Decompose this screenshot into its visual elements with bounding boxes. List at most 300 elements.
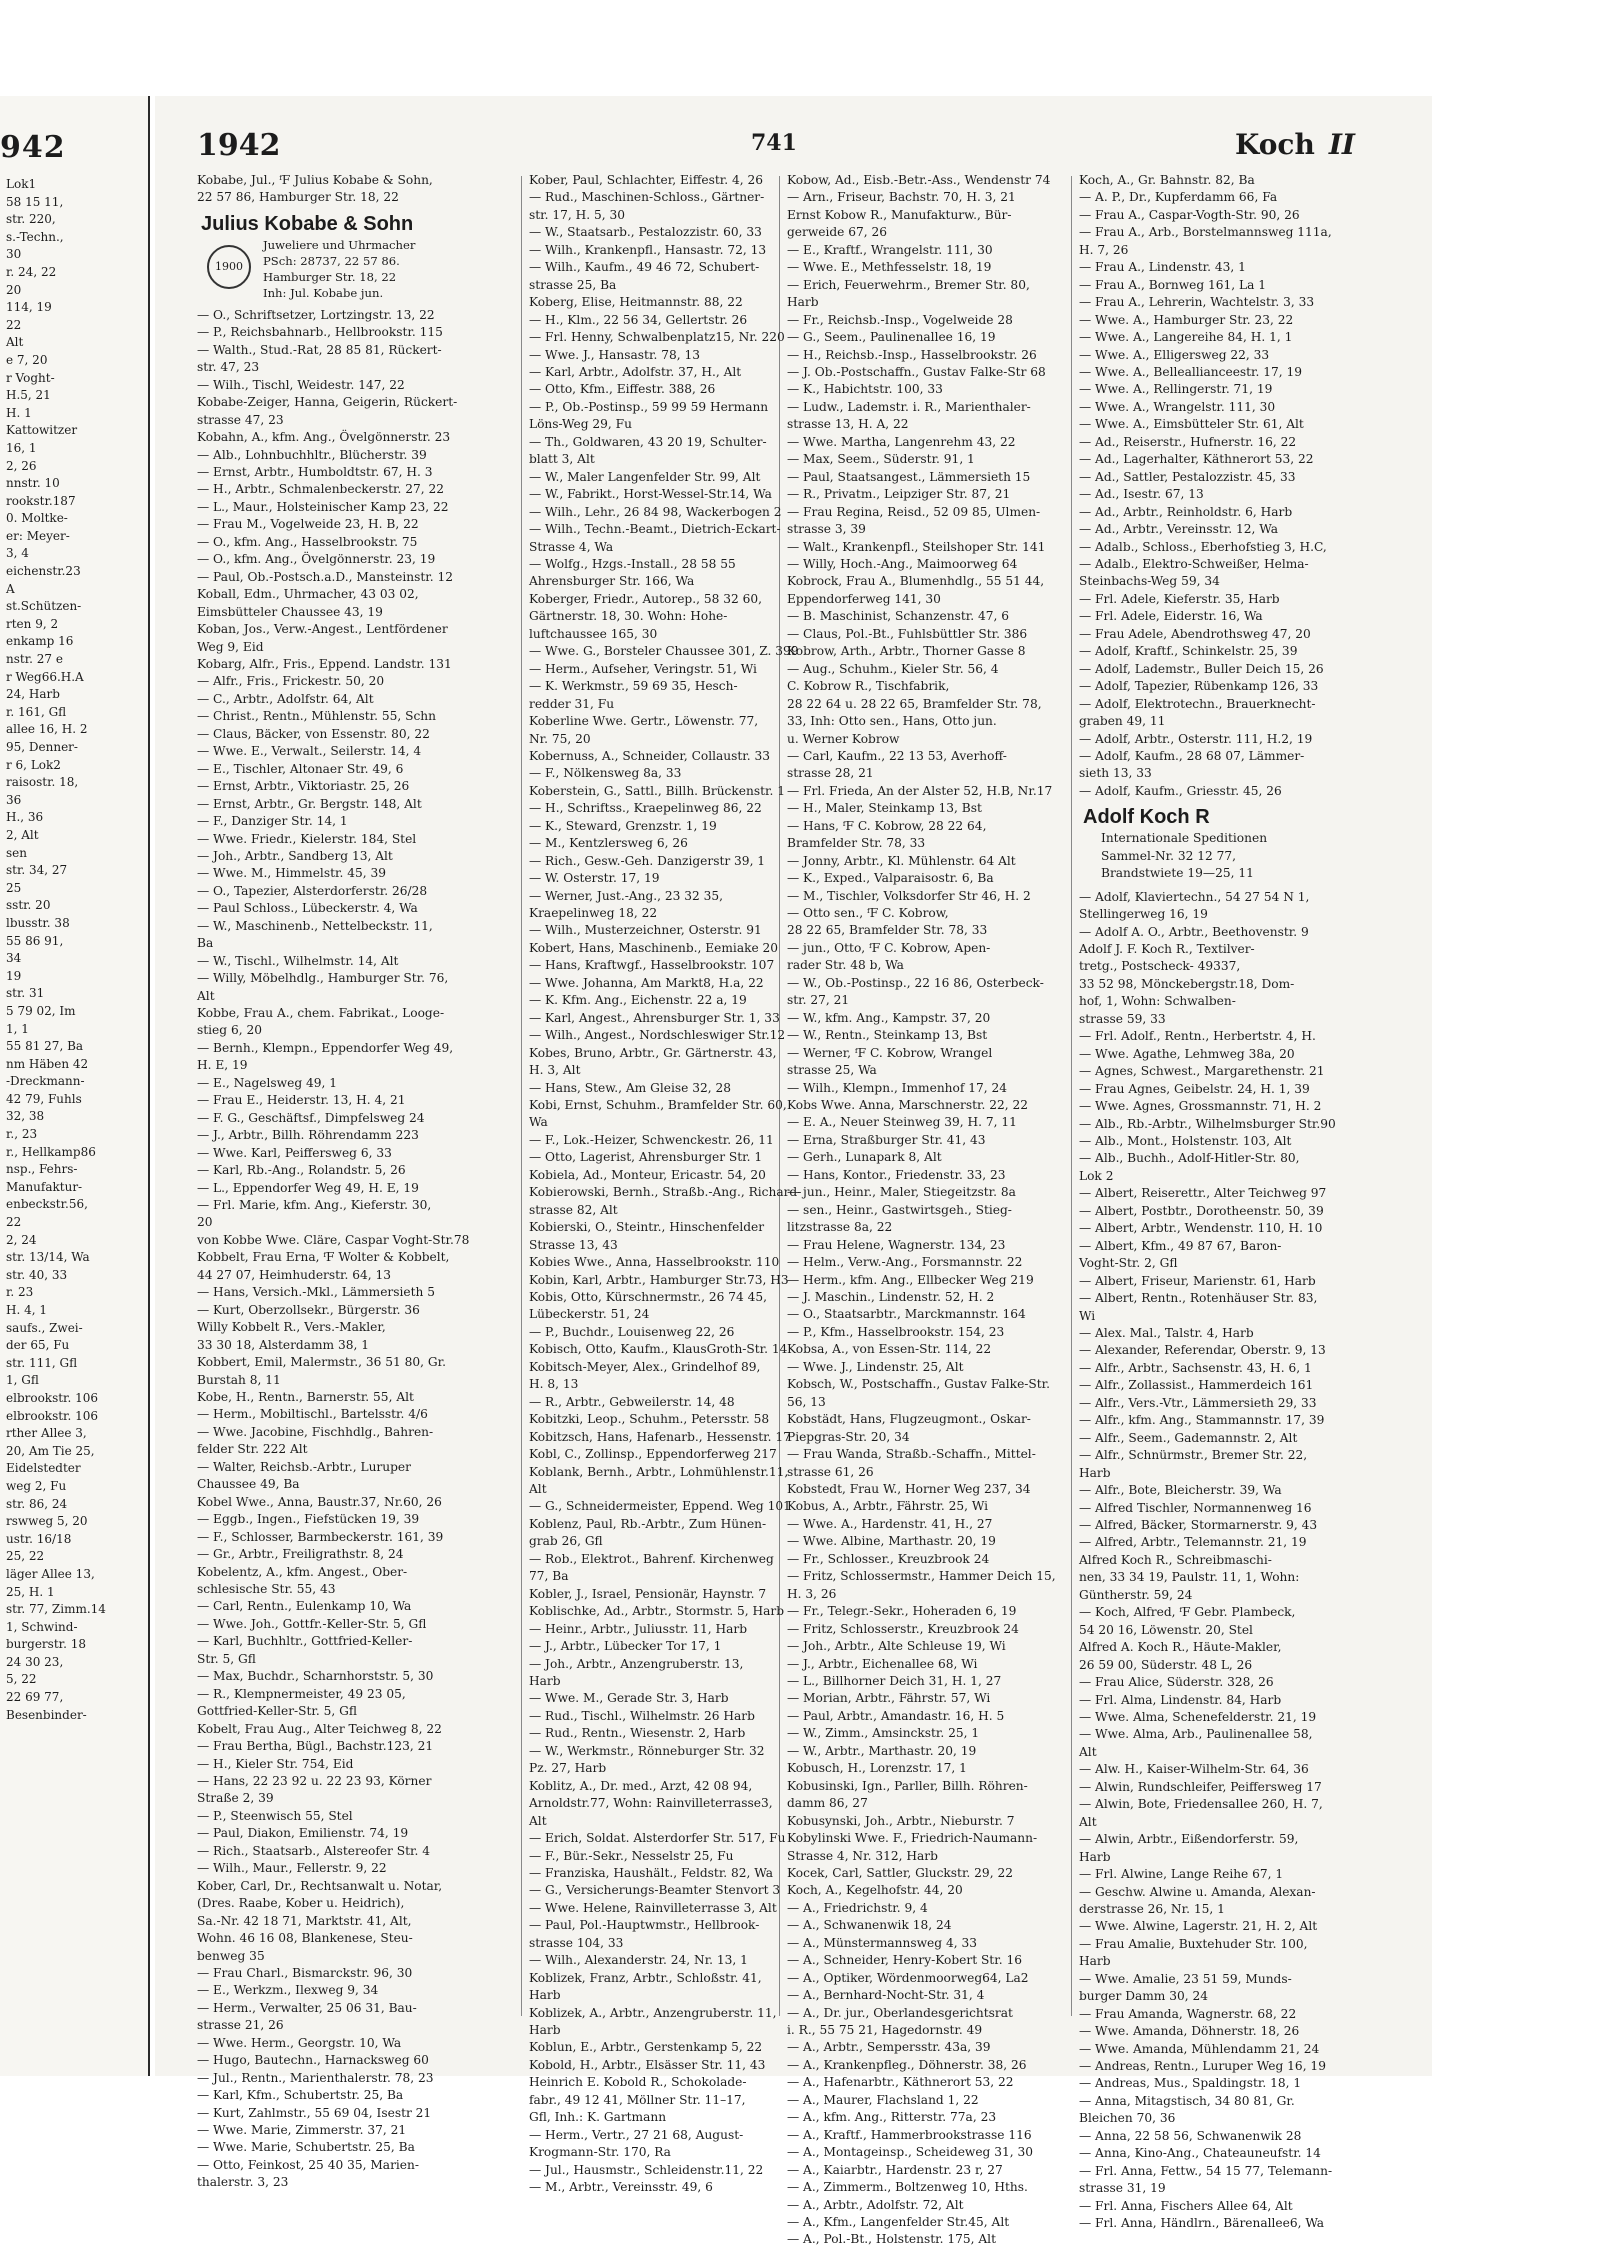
directory-entry: Kobert, Hans, Maschinenb., Eemiake 20	[529, 940, 779, 955]
directory-entry: burger Damm 30, 24	[1079, 1989, 1208, 2004]
directory-entry: Kobel Wwe., Anna, Baustr.37, Nr.60, 26	[197, 1494, 442, 1509]
directory-entry: — Max, Buchdr., Scharnhorststr. 5, 30	[197, 1669, 434, 1684]
directory-entry: Ba	[197, 936, 214, 951]
text-line: H., 36	[6, 810, 44, 825]
directory-entry: str. 17, H. 5, 30	[529, 207, 626, 222]
directory-entry: — Adalb., Schloss., Eberhofstieg 3, H.C,	[1079, 539, 1327, 554]
directory-entry: — Joh., Arbtr., Sandberg 13, Alt	[197, 848, 393, 863]
header-roman-numeral: II	[1328, 128, 1356, 161]
directory-entry: — A., Bernhard-Nocht-Str. 31, 4	[787, 1988, 985, 2003]
directory-entry: — Frau Alice, Süderstr. 328, 26	[1079, 1675, 1274, 1690]
text-line: 114, 19	[6, 300, 52, 315]
directory-entry: — Willy, Möbelhdlg., Hamburger Str. 76,	[197, 971, 449, 986]
directory-entry: — Wwe. Amanda, Döhnerstr. 18, 26	[1079, 2024, 1300, 2039]
directory-entry: Kobi, Ernst, Schuhm., Bramfelder Str. 60,	[529, 1098, 787, 1113]
directory-entry: — M., Kentzlersweg 6, 26	[529, 836, 688, 851]
directory-entry: — Frl. Henny, Schwalbenplatz15, Nr. 220	[529, 330, 785, 345]
text-line: rookstr.187	[6, 493, 76, 508]
text-line: rther Allee 3,	[6, 1426, 87, 1441]
directory-entry: 54 20 16, Löwenstr. 20, Stel	[1079, 1622, 1253, 1637]
directory-entry: — Erich, Soldat. Alsterdorfer Str. 517, Fu	[529, 1831, 786, 1846]
directory-entry: Harb	[529, 1673, 561, 1688]
directory-entry: — Hans, Kontor., Friedenstr. 33, 23	[787, 1167, 1006, 1182]
directory-entry: Kobisch, Otto, Kaufm., KlausGroth-Str. 14	[529, 1342, 788, 1357]
directory-entry: Kober, Paul, Schlachter, Eiffestr. 4, 26	[529, 173, 764, 187]
directory-entry: — P., Reichsbahnarb., Hellbrookstr. 115	[197, 325, 443, 340]
directory-entry: Kobies Wwe., Anna, Hasselbrookstr. 110	[529, 1255, 780, 1270]
text-line: str. 31	[6, 986, 45, 1001]
directory-entry: — Erna, Straßburger Str. 41, 43	[787, 1132, 986, 1147]
text-line: rswweg 5, 20	[6, 1514, 88, 1529]
directory-entry: — O., kfm. Ang., Hasselbrookstr. 75	[197, 534, 418, 549]
directory-entry: Kobierski, O., Steintr., Hinschenfelder	[529, 1220, 765, 1235]
directory-entry: — H., Maler, Steinkamp 13, Bst	[787, 801, 982, 816]
directory-entry: — Arn., Friseur, Bachstr. 70, H. 3, 21	[787, 190, 1016, 205]
directory-entry: — Alb., Mont., Holstenstr. 103, Alt	[1079, 1134, 1292, 1149]
directory-entry: — M., Arbtr., Vereinsstr. 49, 6	[529, 2180, 713, 2195]
directory-entry: — Frau A., Lehrerin, Wachtelstr. 3, 33	[1079, 295, 1315, 310]
text-line: läger Allee 13,	[6, 1566, 95, 1581]
directory-entry: — Herm., Aufseher, Veringstr. 51, Wi	[529, 661, 757, 676]
directory-entry: — Frau A., Bornweg 161, La 1	[1079, 277, 1267, 292]
directory-entry: Chaussee 49, Ba	[197, 1477, 300, 1492]
directory-entry: — Karl, Buchhltr., Gottfried-Keller-	[197, 1634, 413, 1649]
text-line: 5, 22	[6, 1672, 37, 1687]
directory-entry: Kobl, C., Zollinsp., Eppendorferweg 217	[529, 1447, 777, 1462]
directory-entry: Koball, Edm., Uhrmacher, 43 03 02,	[197, 587, 419, 602]
directory-entry: — Wwe. Joh., Gottfr.-Keller-Str. 5, Gfl	[197, 1616, 427, 1631]
directory-entry: — O., Tapezier, Alsterdorferstr. 26/28	[197, 883, 428, 898]
directory-entry: — Alfr., Bote, Bleicherstr. 39, Wa	[1079, 1483, 1282, 1498]
directory-entry: Gärtnerstr. 18, 30. Wohn: Hohe-	[529, 609, 728, 624]
directory-entry: Strasse 4, Nr. 312, Harb	[787, 1848, 938, 1863]
column-rule	[521, 176, 522, 2016]
directory-entry: — Albert, Kfm., 49 87 67, Baron-	[1079, 1238, 1282, 1253]
directory-entry: Kobabe, Jul., ᶠF Julius Kobabe & Sohn,	[197, 173, 433, 187]
text-line: 95, Denner-	[6, 740, 78, 754]
column-4	[1079, 172, 1404, 2231]
directory-entry: — Frau A., Arb., Borstelmannsweg 111a,	[1079, 225, 1332, 240]
directory-entry: — Fr., Reichsb.-Insp., Vogelweide 28	[787, 312, 1013, 327]
directory-entry: — K. Kfm. Ang., Eichenstr. 22 a, 19	[529, 993, 747, 1008]
directory-entry: — Wwe. M., Gerade Str. 3, Harb	[529, 1691, 729, 1706]
directory-entry: — A., Arbtr., Adolfstr. 72, Alt	[787, 2197, 964, 2212]
text-line: eichenstr.23	[6, 564, 81, 579]
text-line: 1, Schwind-	[6, 1619, 78, 1634]
text-line: str. 77, Zimm.14	[6, 1602, 106, 1617]
directory-entry: — Paul Schloss., Lübeckerstr. 4, Wa	[197, 901, 418, 916]
directory-entry: — Wilh., Angest., Nordschleswiger Str.12	[529, 1028, 786, 1043]
directory-entry: 77, Ba	[529, 1569, 569, 1584]
directory-entry: — Fritz, Schlossermstr., Hammer Deich 15,	[787, 1569, 1056, 1584]
directory-entry: schlesische Str. 55, 43	[197, 1581, 336, 1596]
column-1-top-entries	[197, 172, 515, 207]
directory-entry: Kobbe, Frau A., chem. Fabrikat., Looge-	[197, 1006, 445, 1021]
header-name: Koch	[1235, 128, 1315, 161]
directory-entry: — Adalb., Elektro-Schweißer, Helma-	[1079, 556, 1309, 571]
directory-entry: — Wwe. E., Methfesselstr. 18, 19	[787, 260, 992, 275]
ad-line: Inh: Jul. Kobabe jun.	[263, 285, 384, 300]
directory-entry: — Th., Goldwaren, 43 20 19, Schulter-	[529, 434, 767, 449]
directory-entry: H. 7, 26	[1079, 242, 1129, 257]
ad-line: Sammel-Nr. 32 12 77,	[1101, 848, 1237, 863]
directory-entry: — Rich., Staatsarb., Alstereofer Str. 4	[197, 1843, 430, 1858]
text-line: enbeckstr.56,	[6, 1197, 88, 1212]
directory-entry: Alt	[1079, 1744, 1097, 1759]
directory-entry: — Albert, Postbtr., Dorotheenstr. 50, 39	[1079, 1203, 1324, 1218]
directory-entry: — Kurt, Oberzollsekr., Bürgerstr. 36	[197, 1302, 420, 1317]
directory-entry: — Carl, Rentn., Eulenkamp 10, Wa	[197, 1599, 412, 1614]
directory-entry: — Frau M., Vogelweide 23, H. B, 22	[197, 517, 419, 532]
directory-entry: — Herm., Mobiltischl., Bartelsstr. 4/6	[197, 1407, 428, 1422]
directory-entry: — Alb., Buchh., Adolf-Hitler-Str. 80,	[1079, 1151, 1300, 1166]
directory-entry: 26 59 00, Süderstr. 48 L, 26	[1079, 1657, 1253, 1672]
directory-entry: — Hans, Kraftwgf., Hasselbrookstr. 107	[529, 958, 775, 973]
directory-entry: Kobbelt, Frau Erna, ᶠF Wolter & Kobbelt,	[197, 1250, 450, 1265]
directory-entry: gerweide 67, 26	[787, 225, 888, 240]
directory-entry: — R., Klempnermeister, 49 23 05,	[197, 1686, 406, 1701]
directory-entry: 56, 13	[787, 1394, 826, 1409]
directory-entry: Kobrow, Arth., Arbtr., Thorner Gasse 8	[787, 644, 1026, 659]
directory-entry: — Koch, Alfred, ᶠF Gebr. Plambeck,	[1079, 1605, 1296, 1620]
directory-entry: — A. P., Dr., Kupferdamm 66, Fa	[1079, 190, 1278, 205]
column-4-entries	[1079, 889, 1404, 2233]
directory-entry: — H., Kieler Str. 754, Eid	[197, 1756, 354, 1771]
directory-entry: — Alexander, Referendar, Oberstr. 9, 13	[1079, 1343, 1326, 1358]
directory-entry: — Anna, Mitagstisch, 34 80 81, Gr.	[1079, 2093, 1295, 2108]
directory-entry: Willy Kobbelt R., Vers.-Makler,	[197, 1320, 386, 1335]
directory-entry: — M., Tischler, Volksdorfer Str 46, H. 2	[787, 888, 1031, 903]
directory-entry: — Werner, Just.-Ang., 23 32 35,	[529, 888, 724, 903]
directory-entry: — Adolf, Lademstr., Buller Deich 15, 26	[1079, 661, 1324, 676]
column-3	[787, 172, 1105, 2247]
directory-entry: — Frau E., Heiderstr. 13, H. 4, 21	[197, 1093, 406, 1108]
directory-entry: — Anna, Kino-Ang., Chateauneufstr. 14	[1079, 2146, 1321, 2161]
directory-entry: Kobes, Bruno, Arbtr., Gr. Gärtnerstr. 43,	[529, 1045, 777, 1060]
directory-entry: Kobitsch-Meyer, Alex., Grindelhof 89,	[529, 1359, 761, 1374]
directory-entry: Kobabe-Zeiger, Hanna, Geigerin, Rückert-	[197, 395, 458, 410]
directory-entry: — A., Arbtr., Sempersstr. 43a, 39	[787, 2040, 991, 2055]
directory-entry: — F. G., Geschäftsf., Dimpfelsweg 24	[197, 1110, 425, 1125]
directory-entry: — Frl. Alma, Lindenstr. 84, Harb	[1079, 1692, 1282, 1707]
directory-entry: — Frau Amanda, Wagnerstr. 68, 22	[1079, 2006, 1297, 2021]
text-line: allee 16, H. 2	[6, 722, 88, 737]
directory-entry: — Albert, Arbtr., Wendenstr. 110, H. 10	[1079, 1221, 1323, 1236]
directory-entry: — Karl, Kfm., Schubertstr. 25, Ba	[197, 2088, 404, 2103]
directory-entry: — Ad., Reiserstr., Hufnerstr. 16, 22	[1079, 434, 1297, 449]
column-1	[197, 172, 515, 2190]
directory-entry: — Wwe. A., Eimsbütteler Str. 61, Alt	[1079, 417, 1304, 432]
text-line: H.5, 21	[6, 388, 51, 403]
directory-entry: — Wwe. Alwine, Lagerstr. 21, H. 2, Alt	[1079, 1919, 1318, 1934]
directory-entry: — Adolf, Klaviertechn., 54 27 54 N 1,	[1079, 889, 1310, 904]
directory-entry: — K., Exped., Valparaisostr. 6, Ba	[787, 871, 994, 886]
directory-entry: Kobarg, Alfr., Fris., Eppend. Landstr. 131	[197, 656, 452, 671]
directory-entry: — Wwe. A., Belleallianceestr. 17, 19	[1079, 364, 1303, 379]
text-line: r., 23	[6, 1127, 38, 1142]
directory-entry: Krogmann-Str. 170, Ra	[529, 2145, 671, 2160]
directory-entry: Kobitzki, Leop., Schuhm., Petersstr. 58	[529, 1412, 770, 1427]
directory-entry: — Ad., Lagerhalter, Käthnerort 53, 22	[1079, 452, 1314, 467]
directory-entry: — F., Nölkensweg 8a, 33	[529, 766, 682, 781]
directory-entry: Kober, Carl, Dr., Rechtsanwalt u. Notar,	[197, 1878, 443, 1893]
ad-line: Hamburger Str. 18, 22	[263, 269, 397, 284]
directory-entry: 33 52 98, Mönckebergstr.18, Dom-	[1079, 976, 1295, 991]
text-line: r. 23	[6, 1285, 34, 1300]
directory-entry: — W., Rentn., Steinkamp 13, Bst	[787, 1028, 988, 1043]
text-line: 3, 4	[6, 546, 29, 561]
directory-entry: Alt	[529, 1813, 547, 1828]
directory-entry: — A., kfm. Ang., Ritterstr. 77a, 23	[787, 2110, 997, 2125]
directory-entry: — K. Werkmstr., 59 69 35, Hesch-	[529, 679, 738, 694]
directory-entry: — W., Fabrikt., Horst-Wessel-Str.14, Wa	[529, 487, 772, 502]
directory-entry: Koban, Jos., Verw.-Angest., Lentfördener	[197, 622, 448, 637]
header-running-name	[1235, 128, 1355, 161]
directory-entry: — Wwe. J., Hansastr. 78, 13	[529, 347, 700, 362]
directory-entry: — J. Ob.-Postschaffn., Gustav Falke-Str 68	[787, 364, 1046, 379]
directory-entry: — Ernst, Arbtr., Humboldtstr. 67, H. 3	[197, 464, 433, 479]
directory-entry: — Walth., Stud.-Rat, 28 85 81, Rückert-	[197, 342, 442, 357]
directory-entry: Bleichen 70, 36	[1079, 2111, 1176, 2126]
directory-entry: strasse 25, Wa	[787, 1063, 877, 1078]
ad-details	[201, 237, 515, 301]
text-line: sen	[6, 845, 27, 860]
directory-entry: Pz. 27, Harb	[529, 1761, 607, 1776]
text-line: enkamp 16	[6, 634, 74, 649]
directory-entry: Harb	[1079, 1954, 1111, 1969]
directory-entry: — O., Staatsarbtr., Marckmannstr. 164	[787, 1307, 1026, 1322]
directory-entry: — Adolf, Kaufm., 28 68 07, Lämmer-	[1079, 748, 1305, 763]
directory-entry: — Alfred Tischler, Normannenweg 16	[1079, 1500, 1312, 1515]
directory-entry: Kobelt, Frau Aug., Alter Teichweg 8, 22	[197, 1721, 442, 1736]
directory-entry: — Paul, Diakon, Emilienstr. 74, 19	[197, 1826, 409, 1841]
text-line: 58 15 11,	[6, 194, 64, 209]
directory-entry: — Gerh., Lunapark 8, Alt	[787, 1150, 942, 1165]
directory-entry: Bramfelder Str. 78, 33	[787, 836, 926, 851]
directory-entry: — P., Ob.-Postinsp., 59 99 59 Hermann	[529, 399, 769, 414]
directory-entry: — K., Steward, Grenzstr. 1, 19	[529, 818, 717, 833]
directory-entry: litzstrasse 8a, 22	[787, 1220, 893, 1235]
directory-entry: Alfred Koch R., Schreibmaschi-	[1079, 1552, 1272, 1567]
directory-entry: Harb	[787, 295, 819, 310]
directory-entry: — Hans, Stew., Am Gleise 32, 28	[529, 1080, 731, 1095]
directory-entry: Heinrich E. Kobold R., Schokolade-	[529, 2075, 747, 2090]
directory-entry: — Alb., Rb.-Arbtr., Wilhelmsburger Str.90	[1079, 1116, 1336, 1131]
directory-entry: — Wwe. E., Verwalt., Seilerstr. 14, 4	[197, 744, 422, 759]
text-line: r Weg66.H.A	[6, 669, 84, 684]
directory-entry: hof, 1, Wohn: Schwalben-	[1079, 994, 1236, 1009]
directory-entry: Arnoldstr.77, Wohn: Rainvilleterrasse3,	[529, 1796, 773, 1811]
directory-entry: — jun., Otto, ᶠF C. Kobrow, Apen-	[787, 940, 991, 955]
directory-entry: Kobold, H., Arbtr., Elsässer Str. 11, 43	[529, 2057, 766, 2072]
directory-entry: 28 22 65, Bramfelder Str. 78, 33	[787, 923, 988, 938]
directory-entry: — A., Maurer, Flachsland 1, 22	[787, 2092, 979, 2107]
directory-entry: Kobbert, Emil, Malermstr., 36 51 80, Gr.	[197, 1355, 447, 1370]
directory-entry: — Adolf, Kaufm., Griesstr. 45, 26	[1079, 783, 1282, 798]
directory-entry: — Kurt, Zahlmstr., 55 69 04, Isestr 21	[197, 2105, 432, 2120]
directory-entry: — Wwe. Albine, Marthastr. 20, 19	[787, 1534, 996, 1549]
text-line: weg 2, Fu	[6, 1478, 67, 1493]
directory-entry: — Ernst, Arbtr., Gr. Bergstr. 148, Alt	[197, 796, 422, 811]
directory-entry: — J., Arbtr., Billh. Röhrendamm 223	[197, 1128, 419, 1143]
directory-entry: — Gr., Arbtr., Freiligrathstr. 8, 24	[197, 1547, 404, 1562]
directory-entry: Koch, A., Kegelhofstr. 44, 20	[787, 1883, 963, 1898]
left-page-text	[6, 176, 148, 1724]
directory-entry: Koblizek, A., Arbtr., Anzengruberstr. 11,	[529, 2005, 777, 2020]
ad-firm-name: Adolf Koch R	[1083, 806, 1210, 829]
directory-entry: — Christ., Rentn., Mühlenstr. 55, Schn	[197, 709, 436, 724]
directory-entry: — G., Schneidermeister, Eppend. Weg 101	[529, 1499, 791, 1514]
text-line: Manufaktur-	[6, 1179, 83, 1194]
text-line: 2, Alt	[6, 827, 39, 842]
text-line: e 7, 20	[6, 352, 48, 367]
directory-entry: — F., Lok.-Heizer, Schwenckestr. 26, 11	[529, 1132, 774, 1147]
directory-entry: Kobahn, A., kfm. Ang., Övelgönnerstr. 23	[197, 430, 451, 445]
directory-entry: — E., Tischler, Altonaer Str. 49, 6	[197, 761, 404, 776]
directory-entry: Wi	[1079, 1308, 1096, 1323]
text-line: lbusstr. 38	[6, 915, 70, 930]
text-line: r. 161, Gfl	[6, 704, 67, 719]
directory-entry: — Wwe. A., Rellingerstr. 71, 19	[1079, 382, 1273, 397]
directory-entry: — W., kfm. Ang., Kampstr. 37, 20	[787, 1010, 991, 1025]
directory-entry: — Otto, Feinkost, 25 40 35, Marien-	[197, 2157, 419, 2172]
directory-entry: grab 26, Gfl	[529, 1534, 603, 1549]
directory-entry: — Ad., Arbtr., Reinholdstr. 6, Harb	[1079, 504, 1293, 519]
directory-entry: 20	[197, 1215, 213, 1230]
directory-entry: — J. Maschin., Lindenstr. 52, H. 2	[787, 1290, 995, 1304]
directory-entry: — Frau Helene, Wagnerstr. 134, 23	[787, 1237, 1006, 1252]
directory-entry: — Frau Agnes, Geibelstr. 24, H. 1, 39	[1079, 1081, 1310, 1096]
directory-entry: — Andreas, Rentn., Luruper Weg 16, 19	[1079, 2059, 1326, 2074]
directory-entry: — Ernst, Arbtr., Viktoriastr. 25, 26	[197, 779, 410, 794]
directory-entry: — Frl. Anna, Händlrn., Bärenallee6, Wa	[1079, 2216, 1325, 2231]
ad-line: Internationale Speditionen	[1101, 831, 1268, 846]
directory-entry: blatt 3, Alt	[529, 452, 595, 467]
directory-entry: 22 57 86, Hamburger Str. 18, 22	[197, 190, 399, 205]
left-page-fragment	[0, 96, 150, 2076]
directory-entry: — J., Arbtr., Lübecker Tor 17, 1	[529, 1639, 722, 1654]
directory-entry: — Albert, Reiserettr., Alter Teichweg 97	[1079, 1186, 1327, 1201]
directory-entry: — Frau Charl., Bismarckstr. 96, 30	[197, 1965, 413, 1980]
directory-entry: — R., Arbtr., Gebweilerstr. 14, 48	[529, 1394, 735, 1409]
directory-entry: — Wwe. A., Hardenstr. 41, H., 27	[787, 1516, 993, 1531]
directory-entry: Kobler, J., Israel, Pensionär, Haynstr. 7	[529, 1586, 767, 1601]
text-line: 1, Gfl	[6, 1373, 39, 1388]
text-line: rten 9, 2	[6, 616, 59, 631]
directory-entry: Gottfried-Keller-Str. 5, Gfl	[197, 1704, 358, 1719]
directory-entry: — W., Maschinenb., Nettelbeckstr. 11,	[197, 918, 433, 933]
column-3-entries	[787, 172, 1105, 2249]
text-line: nm Häben 42	[6, 1056, 89, 1071]
text-line: st.Schützen-	[6, 599, 82, 614]
directory-entry: — A., Montageinsp., Scheideweg 31, 30	[787, 2145, 1033, 2160]
directory-entry: strasse 31, 19	[1079, 2181, 1166, 2196]
directory-entry: Wa	[529, 1115, 548, 1130]
directory-entry: — Morian, Arbtr., Fährstr. 57, Wi	[787, 1691, 991, 1706]
text-line: s.-Techn.,	[6, 229, 64, 244]
directory-entry: Kobiela, Ad., Monteur, Ericastr. 54, 20	[529, 1167, 766, 1182]
directory-entry: Löns-Weg 29, Fu	[529, 417, 632, 432]
directory-entry: — Frau A., Lindenstr. 43, 1	[1079, 260, 1246, 275]
column-4-top-entries	[1079, 172, 1404, 800]
directory-entry: — Wilh., Tischl, Weidestr. 147, 22	[197, 377, 405, 392]
directory-entry: — Willy, Hoch.-Ang., Maimoorweg 64	[787, 556, 1018, 571]
directory-entry: Straße 2, 39	[197, 1791, 274, 1806]
directory-entry: Eppendorferweg 141, 30	[787, 591, 941, 606]
ad-line: Brandstwiete 19—25, 11	[1101, 866, 1254, 881]
directory-entry: — Wilh., Lehr., 26 84 98, Wackerbogen 2	[529, 504, 782, 519]
text-line: sstr. 20	[6, 898, 51, 913]
directory-entry: — Helm., Verw.-Ang., Forsmannstr. 22	[787, 1255, 1023, 1270]
directory-entry: — E., Werkzm., Ilexweg 9, 34	[197, 1983, 379, 1998]
text-line: 24, Harb	[6, 687, 60, 702]
directory-entry: — A., Dr. jur., Oberlandesgerichtsrat	[787, 2005, 1013, 2020]
text-line: str. 220,	[6, 212, 56, 227]
directory-entry: — Hans, Versich.-Mkl., Lämmersieth 5	[197, 1285, 435, 1300]
directory-entry: Alt	[197, 988, 215, 1003]
header-year: 1942	[197, 128, 281, 163]
directory-entry: — Frl. Marie, kfm. Ang., Kieferstr. 30,	[197, 1198, 432, 1213]
directory-entry: nen, 33 34 19, Paulstr. 11, 1, Wohn:	[1079, 1570, 1300, 1585]
directory-entry: — B. Maschinist, Schanzenstr. 47, 6	[787, 609, 1010, 624]
directory-entry: — Frl. Adolf., Rentn., Herbertstr. 4, H.	[1079, 1029, 1316, 1044]
directory-entry: — Frau Amalie, Buxtehuder Str. 100,	[1079, 1936, 1308, 1951]
directory-entry: — Eggb., Ingen., Fiefstücken 19, 39	[197, 1512, 420, 1527]
directory-entry: Steinbachs-Weg 59, 34	[1079, 574, 1220, 589]
directory-entry: Koblank, Bernh., Arbtr., Lohmühlenstr.11,	[529, 1464, 789, 1479]
directory-entry: Alt	[1079, 1814, 1097, 1829]
directory-entry: Lok 2	[1079, 1168, 1114, 1183]
directory-entry: — F., Danziger Str. 14, 1	[197, 814, 348, 829]
directory-entry: — E., Kraftf., Wrangelstr. 111, 30	[787, 242, 993, 257]
directory-entry: Kobrock, Frau A., Blumenhdlg., 55 51 44,	[787, 574, 1045, 589]
directory-entry: — W., Ob.-Postinsp., 22 16 86, Osterbeck-	[787, 975, 1044, 990]
directory-entry: — Erich, Feuerwehrm., Bremer Str. 80,	[787, 277, 1030, 292]
directory-page	[155, 96, 1432, 2247]
directory-entry: — Paul, Ob.-Postsch.a.D., Mansteinstr. 12	[197, 569, 453, 584]
directory-entry: — Adolf, Kraftf., Schinkelstr. 25, 39	[1079, 644, 1298, 659]
directory-entry: — Wilh., Krankenpfl., Hansastr. 72, 13	[529, 242, 767, 257]
directory-entry: strasse 61, 26	[787, 1464, 874, 1479]
directory-entry: — Werner, ᶠF C. Kobrow, Wrangel	[787, 1045, 993, 1060]
directory-entry: — Wilh., Maur., Fellerstr. 9, 22	[197, 1861, 387, 1876]
directory-entry: Kobusinski, Ign., Parller, Billh. Röhren-	[787, 1778, 1028, 1793]
directory-entry: — Jul., Hausmstr., Schleidenstr.11, 22	[529, 2162, 764, 2177]
directory-entry: — O., kfm. Ang., Övelgönnerstr. 23, 19	[197, 552, 436, 567]
directory-entry: Wohn. 46 16 08, Blankenese, Steu-	[197, 1931, 413, 1946]
directory-entry: — Wwe. Agathe, Lehmweg 38a, 20	[1079, 1046, 1295, 1061]
directory-entry: Koberger, Friedr., Autorep., 58 32 60,	[529, 591, 762, 606]
directory-entry: Eimsbütteler Chaussee 43, 19	[197, 604, 383, 619]
directory-entry: derstrasse 26, Nr. 15, 1	[1079, 1901, 1225, 1916]
directory-entry: — H., Klm., 22 56 34, Gellertstr. 26	[529, 312, 748, 327]
text-line: A	[6, 581, 15, 596]
directory-entry: — P., Steenwisch 55, Stel	[197, 1808, 353, 1823]
directory-entry: — A., Pol.-Bt., Holstenstr. 175, Alt	[787, 2232, 996, 2247]
directory-entry: — Alwin, Arbtr., Eißendorferstr. 59,	[1079, 1832, 1299, 1847]
page-number: 741	[751, 130, 797, 156]
directory-entry: — Paul, Staatsangest., Lämmersieth 15	[787, 469, 1031, 484]
directory-entry: — Fr., Schlosser., Kreuzbrook 24	[787, 1551, 990, 1566]
text-line: burgerstr. 18	[6, 1637, 86, 1652]
text-line: 20	[6, 282, 22, 297]
directory-entry: — H., Schriftss., Kraepelinweg 86, 22	[529, 801, 762, 816]
directory-entry: — W., Zimm., Amsinckstr. 25, 1	[787, 1726, 980, 1741]
ad-firm-name: Julius Kobabe & Sohn	[201, 212, 414, 235]
directory-entry: — P., Buchdr., Louisenweg 22, 26	[529, 1324, 735, 1339]
directory-entry: — A., Schwanenwik 18, 24	[787, 1918, 952, 1933]
directory-entry: — Wwe. Helene, Rainvilleterrasse 3, Alt	[529, 1900, 777, 1915]
